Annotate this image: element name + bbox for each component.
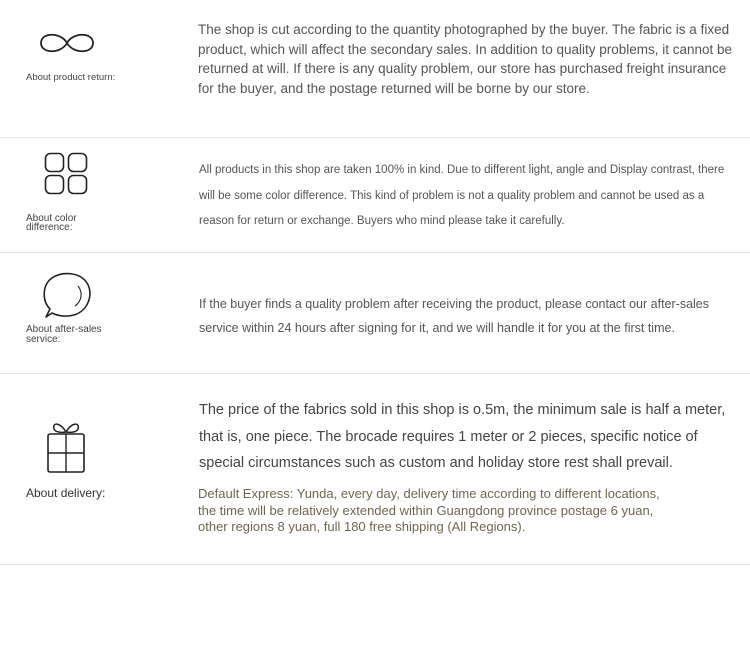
- delivery-text: The price of the fabrics sold in this shop is o.5m, the minimum sale is half a meter, that is, one piece. The brocade requires 1 meter or 2 pieces, specific notice of special circumstances such as custom and holiday store rest shall prevail.: [199, 402, 726, 471]
- color-difference-text: All products in this shop are taken 100% in kind. Due to different light, angle and Display contrast, there will be some color difference. This kind of problem is not a quality problem and cannot be used as a reason for return or exchange. Buyers who mind please take it carefully.: [199, 164, 725, 227]
- grid-icon: [44, 152, 90, 196]
- delivery-label: About delivery:: [26, 486, 106, 500]
- return-policy-text: The shop is cut according to the quantity photographed by the buyer. The fabric is a fixed product, which will affect the secondary sales. In addition to quality problems, it cannot be returned at will. If there is any quality problem, our store has purchased freight insurance for the buyer, and the postage returned will be borne by our store.: [198, 22, 733, 96]
- color-difference-section: [0, 138, 750, 253]
- infinity-icon: [38, 28, 96, 58]
- return-policy-section: [0, 0, 750, 138]
- after-sales-text: If the buyer finds a quality problem after receiving the product, please contact our after-sales service within 24 hours after signing for it, and we will handle it for you at the first time.: [199, 297, 709, 335]
- after-sales-label: About after-sales service:: [26, 324, 102, 345]
- return-policy-label: About product return:: [26, 72, 116, 83]
- after-sales-section: [0, 253, 750, 374]
- delivery-section: [0, 374, 750, 565]
- color-difference-label: About color difference:: [26, 213, 77, 233]
- chat-bubble-icon: [40, 271, 94, 321]
- delivery-express-text: Default Express: Yunda, every day, delivery time according to different locations, the time will be relatively extended within Guangdong province postage 6 yuan, other regions 8 yuan, full 180 free shipping (All Regions).: [198, 486, 660, 534]
- gift-icon: [44, 420, 88, 476]
